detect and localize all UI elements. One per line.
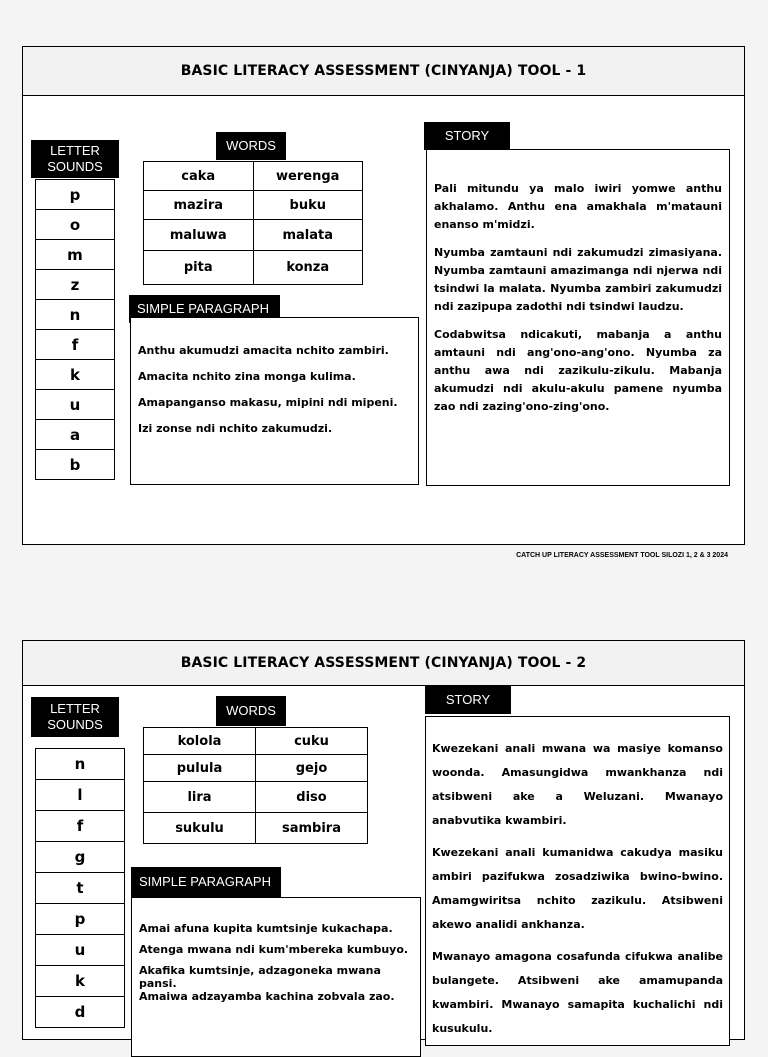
letter-row <box>36 749 125 780</box>
letter-cell: f <box>36 811 125 842</box>
letter-row <box>36 180 115 210</box>
letter-row <box>36 210 115 240</box>
paragraph-line: Amapanganso makasu, mipini ndi mipeni. <box>138 396 398 409</box>
letter-row <box>36 780 125 811</box>
letter-row <box>36 935 125 966</box>
story-paragraph: Pali mitundu ya malo iwiri yomwe anthu akhalamo. Anthu ena amakhala m'matauni enanso m'midzi. <box>434 182 722 231</box>
letter-cell: f <box>36 330 115 360</box>
paragraph-line: Anthu akumudzi amacita nchito zambiri. <box>138 344 389 357</box>
letter-cell: n <box>36 749 125 780</box>
letter-cell: p <box>36 180 115 210</box>
letter-sounds-table <box>35 748 125 1028</box>
letter-row <box>36 873 125 904</box>
simple-paragraph-box <box>130 317 419 485</box>
sheet-title: BASIC LITERACY ASSESSMENT (CINYANJA) TOOL - 1 <box>23 47 744 96</box>
word-cell: kolola <box>144 728 256 755</box>
simple-paragraph-label: SIMPLE PARAGRAPH <box>129 295 280 323</box>
words-row <box>144 755 368 782</box>
word-cell: gejo <box>256 755 368 782</box>
footer-note: CATCH UP LITERACY ASSESSMENT TOOL SILOZI 1, 2 & 3 2024 <box>516 552 728 559</box>
words-row <box>144 728 368 755</box>
letter-cell: g <box>36 842 125 873</box>
word-cell: maluwa <box>144 220 254 251</box>
letter-row <box>36 240 115 270</box>
letter-cell: p <box>36 904 125 935</box>
word-cell: malata <box>253 220 363 251</box>
paragraph-line: Amaiwa adzayamba kachina zobvala zao. <box>139 990 395 1003</box>
letter-row <box>36 330 115 360</box>
story-label: STORY <box>424 122 510 150</box>
letter-row <box>36 390 115 420</box>
words-label: WORDS <box>216 132 286 160</box>
letter-row <box>36 811 125 842</box>
letter-row <box>36 842 125 873</box>
story-label: STORY <box>425 685 511 714</box>
words-table <box>143 727 368 844</box>
word-cell: sukulu <box>144 813 256 844</box>
word-cell: diso <box>256 782 368 813</box>
story-paragraph: Kwezekani anali mwana wa masiye komanso woonda. Amasungidwa mwankhanza ndi atsibweni ake a Weluzani. Mwanayo anabvutika kwambiri. <box>432 742 723 827</box>
story-box <box>426 149 730 486</box>
word-cell: werenga <box>253 162 363 191</box>
sheet-title: BASIC LITERACY ASSESSMENT (CINYANJA) TOOL - 2 <box>23 641 744 686</box>
simple-paragraph-box <box>131 897 421 1057</box>
letter-cell: m <box>36 240 115 270</box>
words-row <box>144 220 363 251</box>
letter-cell: k <box>36 966 125 997</box>
paragraph-line: Atenga mwana ndi kum'mbereka kumbuyo. <box>139 943 409 956</box>
words-row <box>144 251 363 285</box>
words-label: WORDS <box>216 696 286 726</box>
letter-cell: u <box>36 935 125 966</box>
word-cell: pulula <box>144 755 256 782</box>
story-paragraph: Codabwitsa ndicakuti, mabanja a anthu amtauni ndi ang'ono-ang'ono. Nyumba za anthu awa ndi zazikulu-zikulu. Mabanja akumudzi ndi akulu-akulu pamene nyumba zao ndi zazing'ono-zing'ono. <box>434 328 722 413</box>
simple-paragraph-label: SIMPLE PARAGRAPH <box>131 867 281 897</box>
word-cell: konza <box>253 251 363 285</box>
letter-cell: z <box>36 270 115 300</box>
letter-cell: n <box>36 300 115 330</box>
assessment-sheet-2 <box>22 640 745 1040</box>
word-cell: buku <box>253 191 363 220</box>
words-table <box>143 161 363 285</box>
letter-cell: d <box>36 997 125 1028</box>
word-cell: mazira <box>144 191 254 220</box>
word-cell: cuku <box>256 728 368 755</box>
story-box <box>425 716 730 1046</box>
letter-cell: b <box>36 450 115 480</box>
letter-row <box>36 300 115 330</box>
paragraph-line: Amacita nchito zina monga kulima. <box>138 370 356 383</box>
word-cell: pita <box>144 251 254 285</box>
letter-row <box>36 360 115 390</box>
letter-sounds-table <box>35 179 115 480</box>
words-row <box>144 782 368 813</box>
letter-cell: o <box>36 210 115 240</box>
letter-cell: k <box>36 360 115 390</box>
word-cell: caka <box>144 162 254 191</box>
story-paragraph: Kwezekani anali kumanidwa cakudya masiku ambiri pazifukwa zosadziwika bwino-bwino. Amamgwiritsa nchito zazikulu. Atsibweni akewo analidi ankhanza. <box>432 846 723 931</box>
words-row <box>144 813 368 844</box>
letter-row <box>36 997 125 1028</box>
paragraph-line: Akafika kumtsinje, adzagoneka mwana pansi. <box>139 964 381 990</box>
letter-row <box>36 450 115 480</box>
letter-sounds-label: LETTER SOUNDS <box>31 140 119 178</box>
words-row <box>144 191 363 220</box>
letter-row <box>36 270 115 300</box>
story-paragraph: Nyumba zamtauni ndi zakumudzi zimasiyana. Nyumba zamtauni amazimanga ndi njerwa ndi tsindwi la malata. Nyumba zambiri zakumudzi ndi zazipupa zadothi ndi tsindwi laudzu. <box>434 246 722 313</box>
letter-cell: u <box>36 390 115 420</box>
letter-cell: l <box>36 780 125 811</box>
paragraph-line: Izi zonse ndi nchito zakumudzi. <box>138 422 333 435</box>
letter-row <box>36 420 115 450</box>
word-cell: lira <box>144 782 256 813</box>
words-row <box>144 162 363 191</box>
letter-sounds-label: LETTER SOUNDS <box>31 697 119 737</box>
story-paragraph: Mwanayo amagona cosafunda cifukwa analibe bulangete. Atsibweni ake amamupanda kwambiri. Mwanayo samapita kuchalichi ndi kusukulu. <box>432 950 723 1035</box>
word-cell: sambira <box>256 813 368 844</box>
letter-row <box>36 904 125 935</box>
letter-row <box>36 966 125 997</box>
letter-cell: t <box>36 873 125 904</box>
paragraph-line: Amai afuna kupita kumtsinje kukachapa. <box>139 922 393 935</box>
letter-cell: a <box>36 420 115 450</box>
assessment-sheet-1 <box>22 46 745 545</box>
